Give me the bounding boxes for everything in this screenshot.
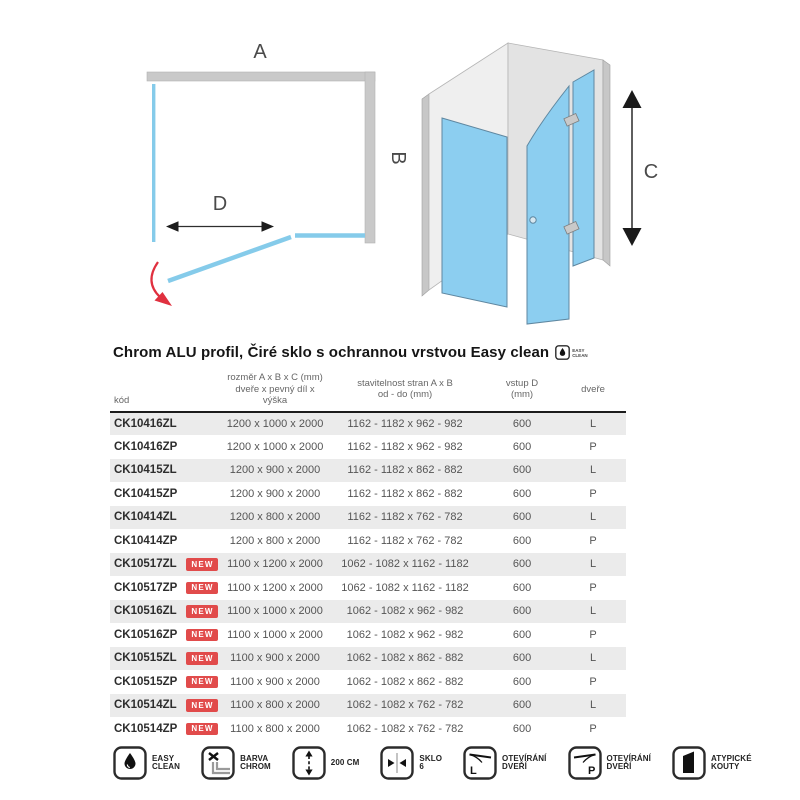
table-row: CK10415ZP 1200 x 900 x 2000 1162 - 1182 x 862 - 882 600 P — [110, 482, 626, 506]
new-badge: NEW — [186, 723, 217, 736]
table-row: CK10416ZP 1200 x 1000 x 2000 1162 - 1182 x 962 - 982 600 P — [110, 435, 626, 459]
floor-plan-diagram — [120, 28, 410, 318]
table-row: CK10516ZP NEW 1100 x 1000 x 2000 1062 - 1082 x 962 - 982 600 P — [110, 623, 626, 647]
new-badge: NEW — [186, 699, 217, 712]
door-knob — [530, 217, 536, 223]
badge-text-line2: CLEAN — [572, 352, 588, 358]
feature-sklo-6: SKLO 6 — [380, 746, 442, 780]
product-code: CK10515ZP — [114, 675, 178, 688]
product-code: CK10415ZP — [114, 487, 178, 500]
door-swing-arrow — [151, 262, 172, 306]
left-glass-panel — [442, 118, 507, 307]
product-code: CK10514ZP — [114, 722, 178, 735]
new-badge: NEW — [186, 558, 217, 571]
new-badge: NEW — [186, 582, 217, 595]
table-row: CK10415ZL 1200 x 900 x 2000 1162 - 1182 x 862 - 882 600 L — [110, 459, 626, 483]
dimension-b-label: B — [387, 151, 409, 165]
page-title: Chrom ALU profil, Čiré sklo s ochrannou vrstvou Easy clean — [113, 344, 550, 361]
door-opening-left-icon — [463, 746, 497, 780]
table-row: CK10414ZP 1200 x 800 x 2000 1162 - 1182 x 762 - 782 600 P — [110, 529, 626, 553]
wall-a — [147, 72, 375, 81]
door-opening-right-icon — [568, 746, 602, 780]
col-header-rozmer: rozměr A x B x C (mm) dveře x pevný díl x výška — [227, 372, 323, 406]
feature-atypicke-kouty: ATYPICKÉ KOUTY — [672, 746, 752, 780]
table-row: CK10516ZL NEW 1100 x 1000 x 2000 1062 - 1082 x 962 - 982 600 L — [110, 600, 626, 624]
dimension-d-arrow — [166, 221, 274, 231]
atypical-corner-icon — [672, 746, 706, 780]
left-wall-edge — [422, 94, 429, 296]
feature-door-opening-right: P OTEVÍRÁNÍ DVEŘÍ — [568, 746, 651, 780]
feature-height-200cm: 200 CM — [292, 746, 360, 780]
product-code: CK10414ZP — [114, 534, 178, 547]
dimension-a-label: A — [253, 41, 267, 63]
new-badge: NEW — [186, 605, 217, 618]
feature-icons-row — [113, 746, 773, 780]
right-wall-edge — [603, 60, 610, 266]
wall-b — [365, 72, 375, 243]
new-badge: NEW — [186, 676, 217, 689]
table-row: CK10517ZP NEW 1100 x 1200 x 2000 1062 - 1082 x 1162 - 1182 600 P — [110, 576, 626, 600]
table-row: CK10414ZL 1200 x 800 x 2000 1162 - 1182 x 762 - 782 600 L — [110, 506, 626, 530]
section-title-row — [113, 344, 588, 361]
feature-barva-chrom: BARVA CHROM — [201, 746, 271, 780]
easy-clean-title-badge — [555, 345, 588, 360]
dimension-c-arrow — [623, 90, 642, 246]
feature-door-opening-left: L OTEVÍRÁNÍ DVEŘÍ — [463, 746, 546, 780]
chrome-color-icon — [201, 746, 235, 780]
easy-clean-icon — [555, 345, 570, 360]
glass-thickness-icon — [380, 746, 414, 780]
badge-text-line1: EASY — [572, 347, 585, 353]
product-code: CK10516ZP — [114, 628, 178, 641]
col-header-kod: kód — [114, 395, 130, 406]
spec-table — [110, 370, 626, 741]
product-code: CK10515ZL — [114, 652, 177, 665]
table-row: CK10514ZL NEW 1100 x 800 x 2000 1062 - 1082 x 762 - 782 600 L — [110, 694, 626, 718]
door-right-letter: P — [587, 765, 595, 777]
fixed-glass-strip — [573, 70, 594, 266]
product-code: CK10517ZL — [114, 558, 177, 571]
easy-clean-icon — [113, 746, 147, 780]
product-code: CK10517ZP — [114, 581, 178, 594]
feature-easy-clean: EASY CLEAN — [113, 746, 180, 780]
new-badge: NEW — [186, 652, 217, 665]
dimension-c-label: C — [643, 161, 659, 183]
table-row: CK10515ZL NEW 1100 x 900 x 2000 1062 - 1082 x 862 - 882 600 L — [110, 647, 626, 671]
table-row: CK10416ZL 1200 x 1000 x 2000 1162 - 1182 x 962 - 982 600 L — [110, 412, 626, 436]
table-header-row — [110, 370, 626, 412]
product-code: CK10516ZL — [114, 605, 177, 618]
new-badge: NEW — [186, 629, 217, 642]
door-left-letter: L — [470, 765, 477, 777]
spec-table-container — [110, 370, 626, 741]
product-code: CK10416ZP — [114, 440, 178, 453]
col-header-vstup: vstup D (mm) — [505, 377, 539, 401]
product-code: CK10514ZL — [114, 699, 177, 712]
dimension-d-label: D — [212, 193, 228, 215]
product-code: CK10415ZL — [114, 464, 177, 477]
height-arrow-icon — [292, 746, 326, 780]
shower-enclosure-illustration — [410, 20, 690, 335]
product-code: CK10414ZL — [114, 511, 177, 524]
col-header-dvere: dveře — [581, 383, 605, 395]
product-code: CK10416ZL — [114, 417, 177, 430]
table-row: CK10515ZP NEW 1100 x 900 x 2000 1062 - 1082 x 862 - 882 600 P — [110, 670, 626, 694]
col-header-stavitelnost: stavitelnost stran A x B od - do (mm) — [357, 377, 453, 401]
table-row: CK10514ZP NEW 1100 x 800 x 2000 1062 - 1082 x 762 - 782 600 P — [110, 717, 626, 741]
open-door-panel — [168, 237, 291, 281]
table-row: CK10517ZL NEW 1100 x 1200 x 2000 1062 - 1082 x 1162 - 1182 600 L — [110, 553, 626, 577]
fixed-glass-panel — [152, 84, 155, 242]
